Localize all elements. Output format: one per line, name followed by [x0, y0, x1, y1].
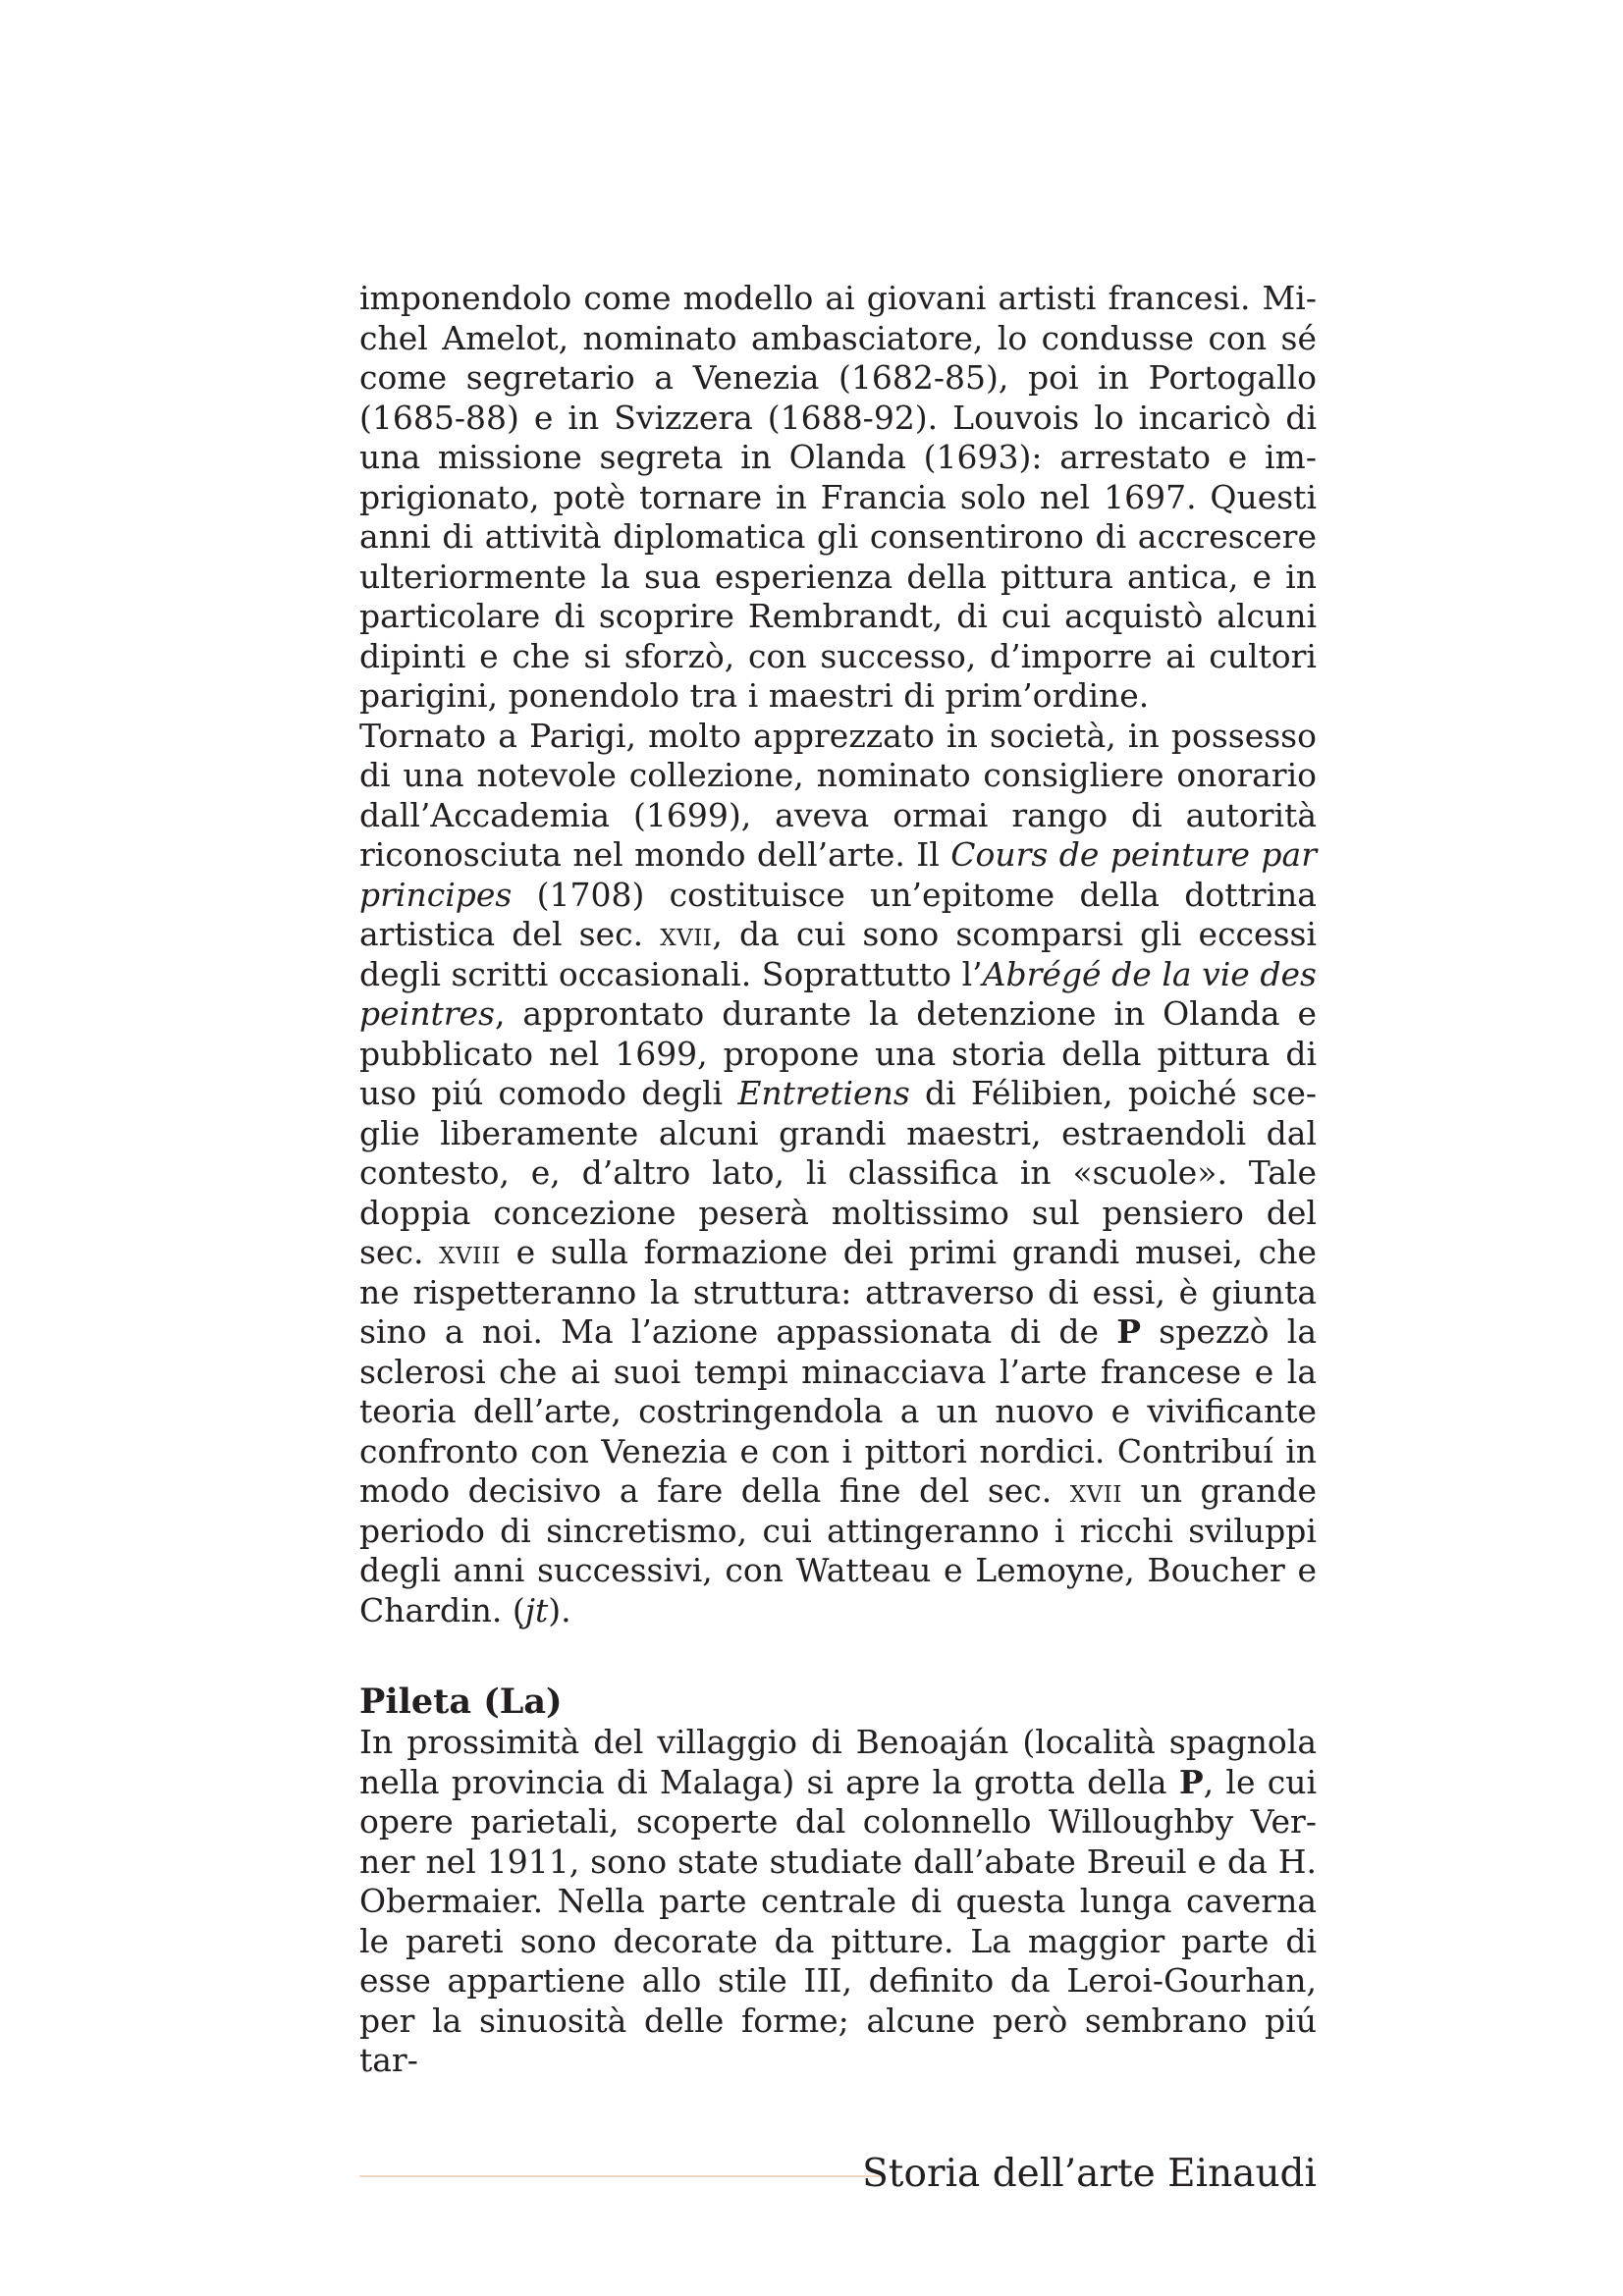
text-span: In prossimità del villaggio di Benoaján (località spagnola nella provincia di Malaga) si apre la grotta della [359, 1723, 1317, 1801]
page-footer [359, 2152, 1317, 2201]
text-span: ). [548, 1590, 571, 1629]
bold-span: P [1178, 1762, 1204, 1801]
italic-span: Abrégé de la vie des peintres [359, 954, 1317, 1033]
small-caps-span: xviii [439, 1233, 501, 1271]
small-caps-span: xvii [660, 915, 713, 953]
text-span: (1708) costituisce un’epitome della dottrina artistica del sec. [359, 875, 1317, 953]
bold-span: P [1116, 1312, 1142, 1351]
paragraph-3 [359, 1723, 1317, 2081]
footer-title: Storia dell’arte Einaudi [862, 2152, 1317, 2196]
italic-span: Entretiens [737, 1074, 910, 1112]
footer-rule [359, 2175, 880, 2177]
text-span: , da cui sono scomparsi gli eccessi degli scritti occasionali. Soprattutto l’ [359, 915, 1317, 993]
text-span: Tornato a Parigi, molto apprezzato in società, in possesso di una notevole collezione, nominato consigliere onorario dall’Accademia (1699), aveva ormai rango di autorità riconosciuta nel mondo dell’arte. Il [359, 716, 1317, 874]
entry-heading: Pileta (La) [359, 1682, 563, 1722]
small-caps-span: xvii [1069, 1471, 1122, 1510]
paragraph-1 [359, 279, 1317, 717]
page-body [359, 279, 1317, 2081]
text-span: e sulla formazione dei primi grandi musei, che ne rispetteranno la struttura: attraverso di essi, è giunta sino a noi. Ma l’azione appassionata di de [359, 1233, 1317, 1351]
text-span: di Félibien, poiché sceglie liberamente alcuni grandi maestri, estraendoli dal contesto, e, d’altro lato, li classifica in «scuole». Tale doppia concezione peserà moltissimo sul pensiero del sec. [359, 1074, 1317, 1271]
text-span: spezzò la sclerosi che ai suoi tempi minacciava l’arte francese e la teoria dell’arte, costringendola a un nuovo e vivificante confronto con Venezia e con i pittori nordici. Contribuí in modo decisivo a fare della fine del sec. [359, 1312, 1317, 1510]
italic-span: Cours de peinture par principes [359, 835, 1317, 914]
text-span: un grande periodo di sincretismo, cui attingeranno i ricchi sviluppi degli anni successivi, con Watteau e Lemoyne, Boucher e Chardin. ( [359, 1471, 1317, 1629]
paragraph-2 [359, 717, 1317, 1631]
text-span: , le cui opere parietali, scoperte dal colonnello Willoughby Verner nel 1911, sono state studiate dall’abate Breuil e da H. Obermaier. Nella parte centrale di questa lunga caverna le pareti sono decorate da pitture. La maggior parte di esse appartiene allo stile III, definito da Leroi-Gourhan, per la sinuosità delle forme; alcune però sembrano piú tar- [359, 1762, 1317, 2079]
italic-span: jt [524, 1590, 549, 1629]
text-span: , approntato durante la detenzione in Olanda e pubblicato nel 1699, propone una storia della pittura di uso piú comodo degli [359, 994, 1317, 1112]
text-span: imponendolo come modello ai giovani artisti francesi. Michel Amelot, nominato ambasciatore, lo condusse con sé come segretario a Venezia (1682-85), poi in Portogallo (1685-88) e in Svizzera (1688-92). Louvois lo incaricò di una missione segreta in Olanda (1693): arrestato e imprigionato, potè tornare in Francia solo nel 1697. Questi anni di attività diplomatica gli consentirono di accrescere ulteriormente la sua esperienza della pittura antica, e in particolare di scoprire Rembrandt, di cui acquistò alcuni dipinti e che si sforzò, con successo, d’imporre ai cultori parigini, ponendolo tra i maestri di prim’ordine. [359, 279, 1317, 715]
